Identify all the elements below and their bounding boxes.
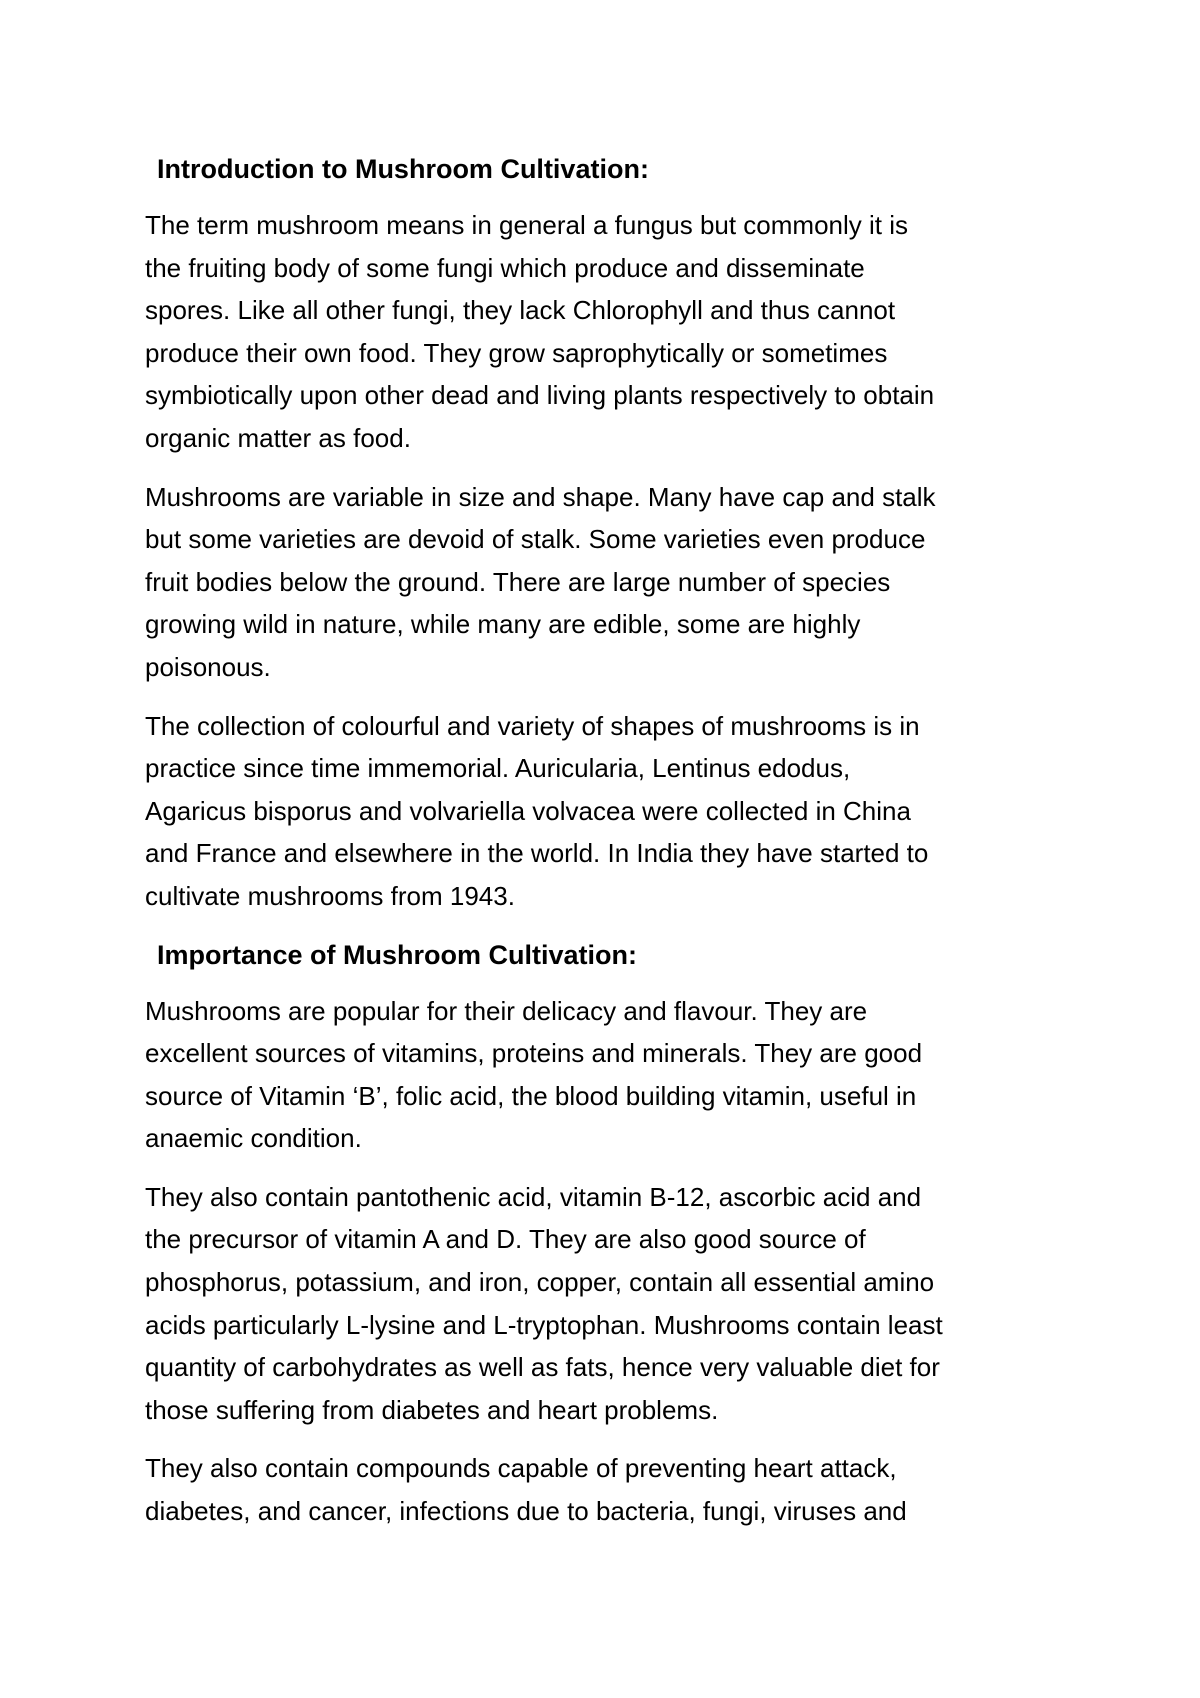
- text-line: and France and elsewhere in the world. In India they have started to: [145, 838, 929, 869]
- text-line: The collection of colourful and variety of shapes of mushrooms is in: [145, 710, 920, 741]
- paragraph-nutrients: [145, 1176, 1065, 1432]
- heading-introduction: Introduction to Mushroom Cultivation:: [157, 154, 649, 184]
- text-line: They also contain compounds capable of preventing heart attack,: [145, 1453, 897, 1484]
- text-line: Mushrooms are variable in size and shape. Many have cap and stalk: [145, 481, 936, 512]
- text-line: poisonous.: [145, 651, 271, 682]
- text-line: but some varieties are devoid of stalk. Some varieties even produce: [145, 524, 926, 555]
- text-line: anaemic condition.: [145, 1123, 362, 1154]
- text-line: growing wild in nature, while many are edible, some are highly: [145, 609, 861, 640]
- text-line: The term mushroom means in general a fungus but commonly it is: [145, 210, 909, 240]
- text-line: the precursor of vitamin A and D. They are also good source of: [145, 1224, 866, 1255]
- text-line: symbiotically upon other dead and living plants respectively to obtain: [145, 380, 935, 411]
- text-line: fruit bodies below the ground. There are large number of species: [145, 566, 891, 597]
- text-line: excellent sources of vitamins, proteins and minerals. They are good: [145, 1038, 923, 1069]
- paragraph-compounds: [145, 1447, 1065, 1532]
- paragraph-nutrition: [145, 990, 1065, 1160]
- text-line: Agaricus bisporus and volvariella volvacea were collected in China: [145, 795, 911, 826]
- text-line: produce their own food. They grow saprophytically or sometimes: [145, 337, 888, 368]
- text-line: source of Vitamin ‘B’, folic acid, the blood building vitamin, useful in: [145, 1080, 917, 1111]
- text-line: They also contain pantothenic acid, vitamin B-12, ascorbic acid and: [145, 1181, 922, 1212]
- text-line: diabetes, and cancer, infections due to bacteria, fungi, viruses and: [145, 1496, 907, 1527]
- paragraph-variability: [145, 476, 1065, 689]
- text-line: the fruiting body of some fungi which produce and disseminate: [145, 252, 865, 283]
- paragraph-history: [145, 705, 1065, 918]
- text-line: those suffering from diabetes and heart problems.: [145, 1394, 719, 1425]
- text-line: quantity of carbohydrates as well as fats, hence very valuable diet for: [145, 1352, 940, 1383]
- text-line: practice since time immemorial. Auricularia, Lentinus edodus,: [145, 753, 851, 784]
- text-line: spores. Like all other fungi, they lack Chlorophyll and thus cannot: [145, 295, 896, 326]
- paragraph-definition: [145, 204, 1065, 460]
- document-body: [145, 148, 1065, 1549]
- text-line: cultivate mushrooms from 1943.: [145, 880, 515, 911]
- heading-importance: Importance of Mushroom Cultivation:: [157, 939, 638, 970]
- text-line: acids particularly L-lysine and L-tryptophan. Mushrooms contain least: [145, 1309, 943, 1340]
- text-line: organic matter as food.: [145, 422, 411, 453]
- text-line: phosphorus, potassium, and iron, copper, contain all essential amino: [145, 1267, 935, 1298]
- text-line: Mushrooms are popular for their delicacy and flavour. They are: [145, 995, 868, 1026]
